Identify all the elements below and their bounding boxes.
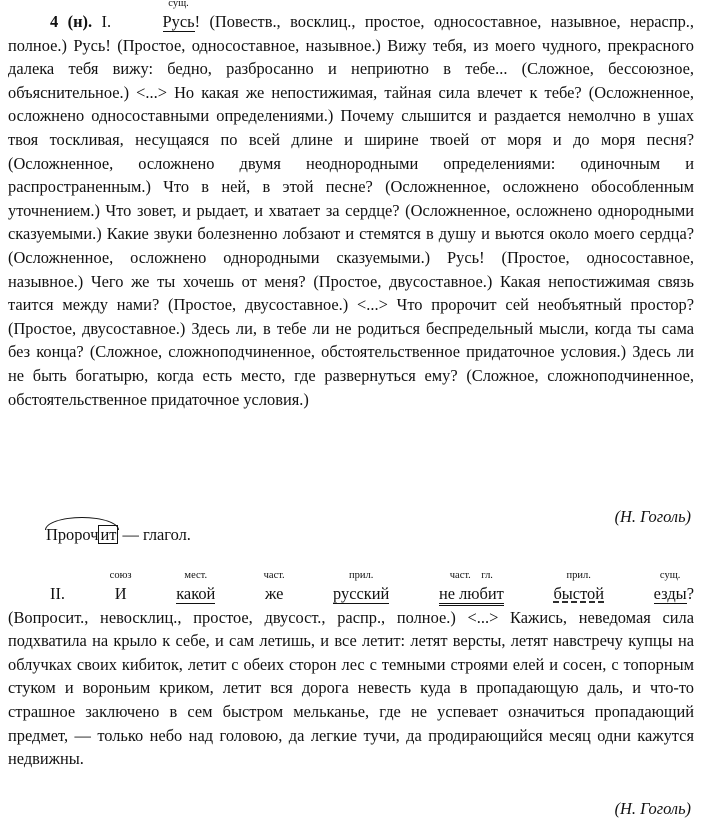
part-one-author: (Н. Гоголь) bbox=[614, 507, 691, 526]
morphology-line bbox=[46, 524, 191, 546]
parsed-word-tag: прил. bbox=[566, 570, 591, 581]
parsed-word-text: какой bbox=[176, 584, 216, 603]
parsed-word-7 bbox=[612, 570, 687, 606]
morph-word-ending: ит bbox=[100, 525, 117, 544]
rus-word-annotated bbox=[121, 0, 195, 34]
part-two-text: ? (Вопросит., невосклиц., простое, двусост., распр., полное.) <...> Кажись, неведомая сила подхватила на крыло к себе, и сам летишь, и все летит: летят версты, летят навстречу купцы на облучках своих кибиток, летит с обеих сторон лес с темными строями елей и сосен, с топорным стуком и вороньим криком, летит вся дорога невесть куда в пропадающую даль, и что-то страшное заключено в сем быстром мельканье, где не успевает означиться пропадающий предмет, — только небо над головою, да легкие тучи, да продирающийся месяц одни кажутся недвижны. bbox=[8, 584, 694, 769]
part-one-numeral: I. bbox=[101, 12, 112, 31]
parsed-word-2 bbox=[134, 570, 216, 606]
part-one-text: ! (Повеств., восклиц., простое, односоставное, назывное, нераспр., полное.) Русь! (Простое, односоставное, назывное.) Вижу тебя, из моего чудного, прекрасного далека тебя вижу: бедно, разбросанно и неприютно в тебе... (Сложное, бессоюзное, объяснительное.) <...> Но какая же непостижимая, тайная сила влечет к тебе? (Осложненное, осложнено односоставными определениями.) Почему слышится и раздается немолчно в ушах твоя тоскливая, несущаяся по всей длине и ширине твоей от моря и до моря песня? (Осложненное, осложнено двумя неоднородными определениями: одиночным и распространенным.) Что в ней, в этой песне? (Осложненное, осложнено обособленным уточнением.) Что зовет, и рыдает, и хватает за сердце? (Осложненное, осложнено однородными сказуемыми.) Какие звуки болезненно лобзают и стемятся в душу и вьются около моего сердца? (Осложненное, осложнено однородными сказуемыми.) Русь! (Простое, односоставное, назывное.) Чего же ты хочешь от меня? (Простое, двусоставное.) Какая непостижимая связь таится между нами? (Простое, двусоставное.) <...> Что пророчит сей необъятный простор? (Простое, двусоставное.) Здесь ли, в тебе ли не родиться беспредельный мысли, когда ты сама без конца? (Сложное, сложноподчиненное, обстоятельственное придаточное условия.) Здесь ли не быть богатырю, когда есть место, где развернуться ему? (Сложное, сложноподчиненное, обстоятельственное придаточное условия.) bbox=[8, 12, 694, 409]
task-number: 4 (н). bbox=[50, 12, 93, 31]
parsed-word-tag: прил. bbox=[348, 570, 374, 581]
part-two-author: (Н. Гоголь) bbox=[614, 799, 691, 818]
parsed-word-text: русский bbox=[333, 584, 390, 603]
root-arc-mark bbox=[45, 517, 119, 530]
parsed-word-text: быстой bbox=[553, 584, 604, 603]
parsed-word-1 bbox=[73, 570, 132, 606]
part-one-block bbox=[8, 0, 694, 411]
part-two-block bbox=[8, 570, 694, 771]
parsed-word-text: не любит bbox=[439, 584, 504, 606]
parsed-word-tag: част. bbox=[263, 570, 285, 581]
parsed-word-text: И bbox=[114, 584, 127, 603]
morph-word-root: Пророч bbox=[46, 525, 99, 544]
part-one-paragraph bbox=[8, 0, 694, 411]
parsed-word-text: езды bbox=[653, 584, 687, 603]
parsed-word-6 bbox=[511, 570, 604, 606]
morph-rest: — глагол. bbox=[118, 525, 191, 544]
morph-word bbox=[46, 524, 118, 546]
rus-word: Русь bbox=[162, 12, 195, 31]
parsed-word-tag: част. гл. bbox=[449, 570, 493, 581]
parsed-word-5 bbox=[397, 570, 504, 606]
parsed-word-tag: мест. bbox=[184, 570, 208, 581]
parsed-word-text: же bbox=[264, 584, 284, 603]
part-two-paragraph bbox=[8, 570, 694, 771]
rus-word-annotation: сущ. bbox=[168, 0, 189, 9]
parsed-word-4 bbox=[291, 570, 390, 606]
part-two-numeral: II. bbox=[50, 584, 66, 603]
parsed-word-3 bbox=[223, 570, 285, 606]
parsed-word-tag: союз bbox=[109, 570, 132, 581]
parsed-word-tag: сущ. bbox=[659, 570, 681, 581]
